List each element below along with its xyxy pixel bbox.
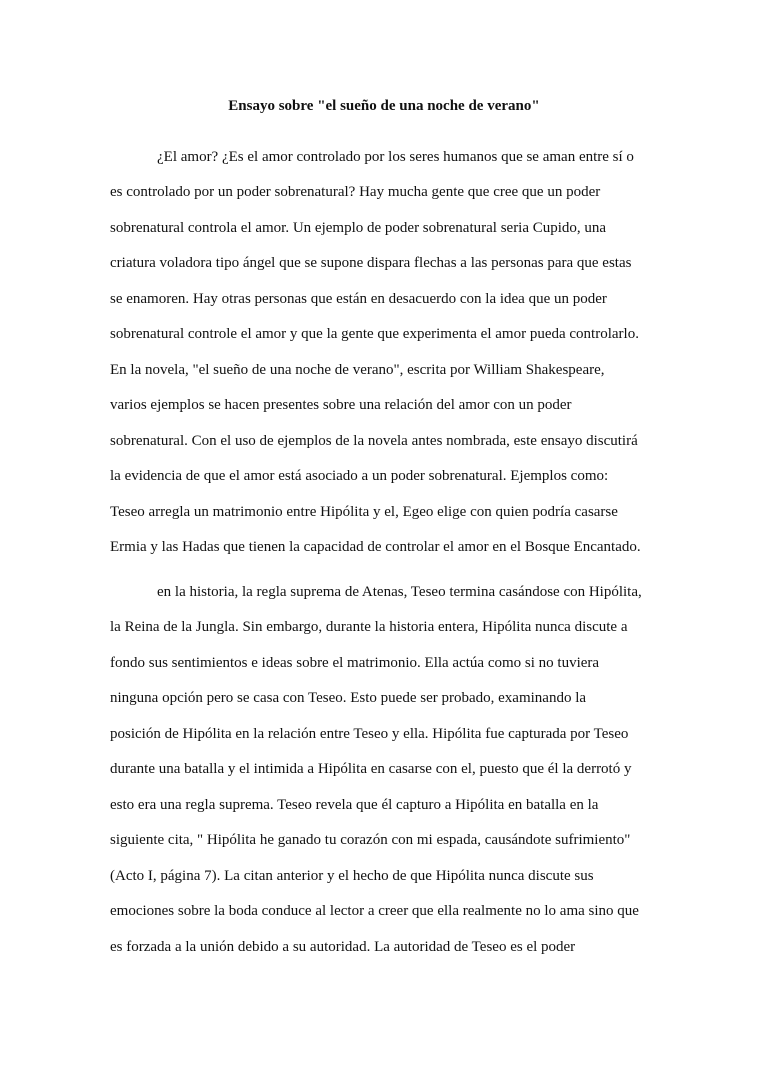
- paragraph-1-line-1: ¿El amor? ¿Es el amor controlado por los seres humanos que se aman entre sí o: [157, 149, 634, 165]
- paragraph-1-line-2: es controlado por un poder sobrenatural? Hay mucha gente que cree que un poder: [110, 184, 601, 200]
- essay-title: Ensayo sobre "el sueño de una noche de verano": [228, 98, 540, 114]
- paragraph-1-line-11: Teseo arregla un matrimonio entre Hipólita y el, Egeo elige con quien podría casarse: [110, 504, 618, 520]
- paragraph-1-line-4: criatura voladora tipo ángel que se supone dispara flechas a las personas para que estas: [110, 255, 632, 271]
- paragraph-2-line-7: esto era una regla suprema. Teseo revela que él capturo a Hipólita en batalla en la: [110, 797, 599, 813]
- paragraph-1-line-3: sobrenatural controla el amor. Un ejemplo de poder sobrenatural seria Cupido, una: [110, 220, 607, 236]
- paragraph-2-line-3: fondo sus sentimientos e ideas sobre el matrimonio. Ella actúa como si no tuviera: [110, 655, 600, 671]
- paragraph-2-line-9: (Acto I, página 7). La citan anterior y el hecho de que Hipólita nunca discute sus: [110, 868, 594, 884]
- paragraph-2-line-6: durante una batalla y el intimida a Hipólita en casarse con el, puesto que él la derrotó y: [110, 761, 632, 777]
- paragraph-1-line-5: se enamoren. Hay otras personas que están en desacuerdo con la idea que un poder: [110, 291, 607, 307]
- paragraph-2-line-4: ninguna opción pero se casa con Teseo. Esto puede ser probado, examinando la: [110, 690, 587, 706]
- paragraph-1-line-7: En la novela, "el sueño de una noche de verano", escrita por William Shakespeare,: [110, 362, 605, 378]
- paragraph-1-line-6: sobrenatural controle el amor y que la gente que experimenta el amor pueda controlarlo.: [110, 326, 639, 342]
- paragraph-2-line-1: en la historia, la regla suprema de Atenas, Teseo termina casándose con Hipólita,: [157, 584, 642, 600]
- paragraph-2-line-11: es forzada a la unión debido a su autoridad. La autoridad de Teseo es el poder: [110, 939, 576, 955]
- paragraph-1-line-9: sobrenatural. Con el uso de ejemplos de la novela antes nombrada, este ensayo discutirá: [110, 433, 638, 449]
- paragraph-2-line-8: siguiente cita, " Hipólita he ganado tu corazón con mi espada, causándote sufrimiento": [110, 832, 631, 848]
- paragraph-2-line-10: emociones sobre la boda conduce al lector a creer que ella realmente no lo ama sino que: [110, 903, 639, 919]
- paragraph-2-line-2: la Reina de la Jungla. Sin embargo, durante la historia entera, Hipólita nunca discute a: [110, 619, 628, 635]
- paragraph-2-line-5: posición de Hipólita en la relación entre Teseo y ella. Hipólita fue capturada por Teseo: [110, 726, 629, 742]
- paragraph-1-line-8: varios ejemplos se hacen presentes sobre una relación del amor con un poder: [110, 397, 572, 413]
- paragraph-1-line-12: Ermia y las Hadas que tienen la capacidad de controlar el amor en el Bosque Encantado.: [110, 539, 641, 555]
- paragraph-1-line-10: la evidencia de que el amor está asociado a un poder sobrenatural. Ejemplos como:: [110, 468, 609, 484]
